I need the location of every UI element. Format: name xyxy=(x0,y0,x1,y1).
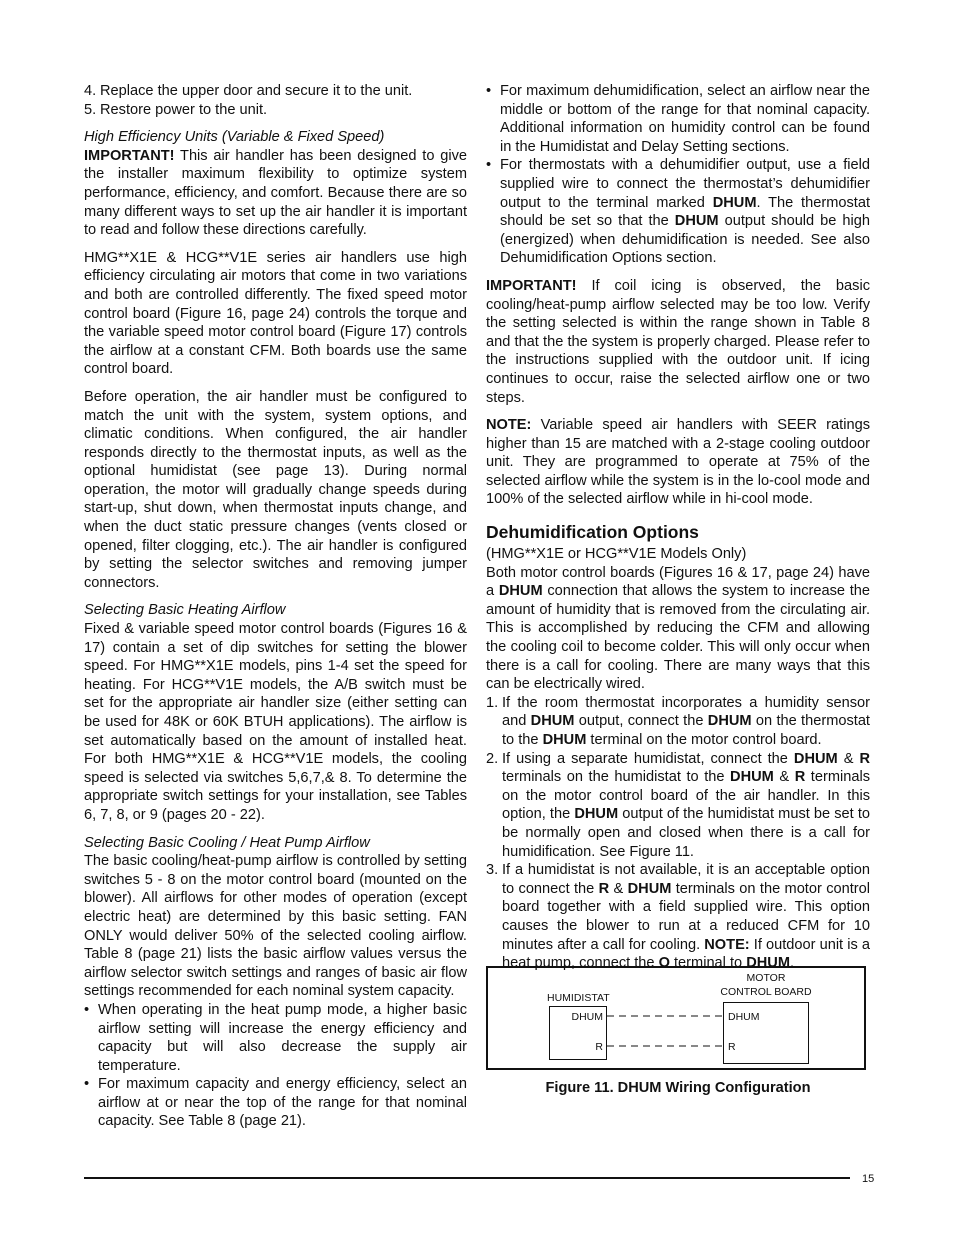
paragraph: Fixed & variable speed motor control boards (Figures 16 & 17) contain a set of dip switches for setting the blower speed. For HMG**X1E models, pins 1-4 set the speed for heating. For HCG**V1E models, the A/B switch must be set for the appropriate air handler size (either setting can be used for 48K or 60K BTUH applications). The airflow is set automatically based on the amount of installed heat. For both HMG**X1E & HCG**V1E models, the cooling speed is selected via switches 5,6,7,& 8. To determine the appropriate switch settings for your installation, see Tables 6, 7, 8, or 9 (pages 20 - 22). xyxy=(84,621,467,823)
left-column xyxy=(84,82,467,1131)
models-note: (HMG**X1E or HCG**V1E Models Only) xyxy=(486,546,747,563)
humidistat-r-terminal: R xyxy=(595,1041,603,1053)
footer-rule xyxy=(84,1177,850,1179)
humidistat-label: HUMIDISTAT xyxy=(547,992,610,1004)
list-item: 1. If the room thermostat incorporates a humidity sensor and DHUM output, connect the DHUM on the thermostat to the DHUM terminal on the motor control board. xyxy=(486,694,870,748)
paragraph: HMG**X1E & HCG**V1E series air handlers use high efficiency circulating air motors that come in two variations and both are controlled differently. The fixed speed motor control board (Figure 16, page 24) controls the torque and the variable speed motor control board (Figure 17) controls the airflow at a constant CFM. Both boards use the same control board. xyxy=(84,249,467,378)
page-number: 15 xyxy=(862,1173,875,1185)
subheading-cooling-airflow: Selecting Basic Cooling / Heat Pump Airflow xyxy=(84,834,370,851)
board-dhum-terminal: DHUM xyxy=(728,1011,760,1023)
board-label-line1: MOTOR xyxy=(746,972,786,984)
bullet-icon: • xyxy=(486,157,492,174)
board-label-line2: CONTROL BOARD xyxy=(720,986,812,998)
right-column xyxy=(486,82,870,973)
list-item: • For maximum capacity and energy efficiency, select an airflow at or near the top of the range for that nominal capacity. See Table 8 (page 21). xyxy=(84,1076,467,1130)
list-item: 5. Restore power to the unit. xyxy=(84,101,268,118)
list-item: • For thermostats with a dehumidifier output, use a field supplied wire to connect the thermostat’s dehumidifier output to the terminal marked DHUM. The thermostat should be set so that the DHUM output should be high (energized) when dehumidification is needed. See also Dehumidification Options section. xyxy=(486,157,871,267)
section-heading: Dehumidification Options xyxy=(486,522,699,543)
note-paragraph: NOTE: Variable speed air handlers with SEER ratings higher than 15 are matched with a 2-stage cooling outdoor unit. They are programmed to operate at 75% of the selected airflow while the system is in the lo-cool mode and 100% of the selected airflow while in hi-cool mode. xyxy=(486,417,870,508)
bullet-icon: • xyxy=(486,83,492,99)
figure-caption: Figure 11. DHUM Wiring Configuration xyxy=(545,1080,811,1096)
important-paragraph: IMPORTANT! This air handler has been designed to give the installer maximum flexibility to optimize system performance, efficiency, and comfort. Because there are so many different ways to set up the air handler it is important to read and follow these directions carefully. xyxy=(84,147,467,239)
list-item: 4. Replace the upper door and secure it to the unit. xyxy=(84,83,413,99)
paragraph: The basic cooling/heat-pump airflow is controlled by setting switches 5 - 8 on the motor control board (mounted on the blower). All airflows for other modes of operation (except electric heat) are determined by this basic setting. FAN ONLY would deliver 50% of the selected cooling airflow. Table 8 (page 21) lists the basic airflow values versus the airflow selector switch settings and ranges of basic air flow settings recommended for each nominal system capacity. xyxy=(84,853,467,1000)
humidistat-dhum-terminal: DHUM xyxy=(571,1011,603,1023)
paragraph: Both motor control boards (Figures 16 & 17, page 24) have a DHUM connection that allows the system to increase the amount of humidity that is removed from the circulating air. This is accomplished by reducing the CFM and allowing the cooling coil to become colder. This will only occur when there is a call for cooling. There are many ways that this can be electrically wired. xyxy=(486,564,871,693)
wiring-diagram xyxy=(486,966,866,1070)
bullet-list xyxy=(486,82,870,268)
paragraph: Before operation, the air handler must be configured to match the unit with the system, system options, and climatic conditions. When configured, the air handler responds directly to the thermostat inputs, as well as the optional humidistat (see page 13). During normal operation, the motor will gradually change speeds during start-up, shut down, when thermostat inputs change, and when the duct static pressure changes (vents closed or opened, filter clogging, etc.). The air handler is configured by setting the selector switches and removing jumper connectors. xyxy=(84,388,467,591)
bullet-icon: • xyxy=(84,1076,90,1093)
subheading-heating-airflow: Selecting Basic Heating Airflow xyxy=(84,602,286,619)
bullet-list xyxy=(84,1001,467,1131)
subheading-high-efficiency: High Efficiency Units (Variable & Fixed Speed) xyxy=(84,129,385,146)
list-item: 3. If a humidistat is not available, it is an acceptable option to connect the R & DHUM terminals on the motor control board together with a field supplied wire. This option causes the blower to run at a reduced CFM for 10 minutes after a call for cooling. NOTE: If outdoor unit is a heat pump, connect the O terminal to DHUM. xyxy=(486,862,870,972)
bullet-icon: • xyxy=(84,1001,90,1018)
list-item: • For maximum dehumidification, select an airflow near the middle or bottom of the range for that nominal capacity. Additional information on humidity control can be found in the Humidistat and Delay Setting sections. xyxy=(486,83,870,155)
list-item: • When operating in the heat pump mode, a higher basic airflow setting will increase the energy efficiency and capacity but will also decrease the supply air temperature. xyxy=(84,1001,467,1074)
steps-list xyxy=(84,82,467,119)
wiring-lines xyxy=(488,968,864,1068)
important-paragraph: IMPORTANT! If coil icing is observed, the basic cooling/heat-pump airflow selected may be too low. Verify the setting selected is within the range shown in Table 8 and that the the system is properly charged. Please refer to the instructions supplied with the outdoor unit. If icing continues to occur, raise the selected airflow one or two steps. xyxy=(486,277,870,406)
board-r-terminal: R xyxy=(728,1041,736,1053)
numbered-list xyxy=(486,694,870,973)
list-item: 2. If using a separate humidistat, connect the DHUM & R terminals on the humidistat to the DHUM & R terminals on the motor control board of the air handler. In this option, the DHUM output of the humidistat must be set to be normally open and closed when there is a call for humidification. See Figure 11. xyxy=(486,750,871,860)
